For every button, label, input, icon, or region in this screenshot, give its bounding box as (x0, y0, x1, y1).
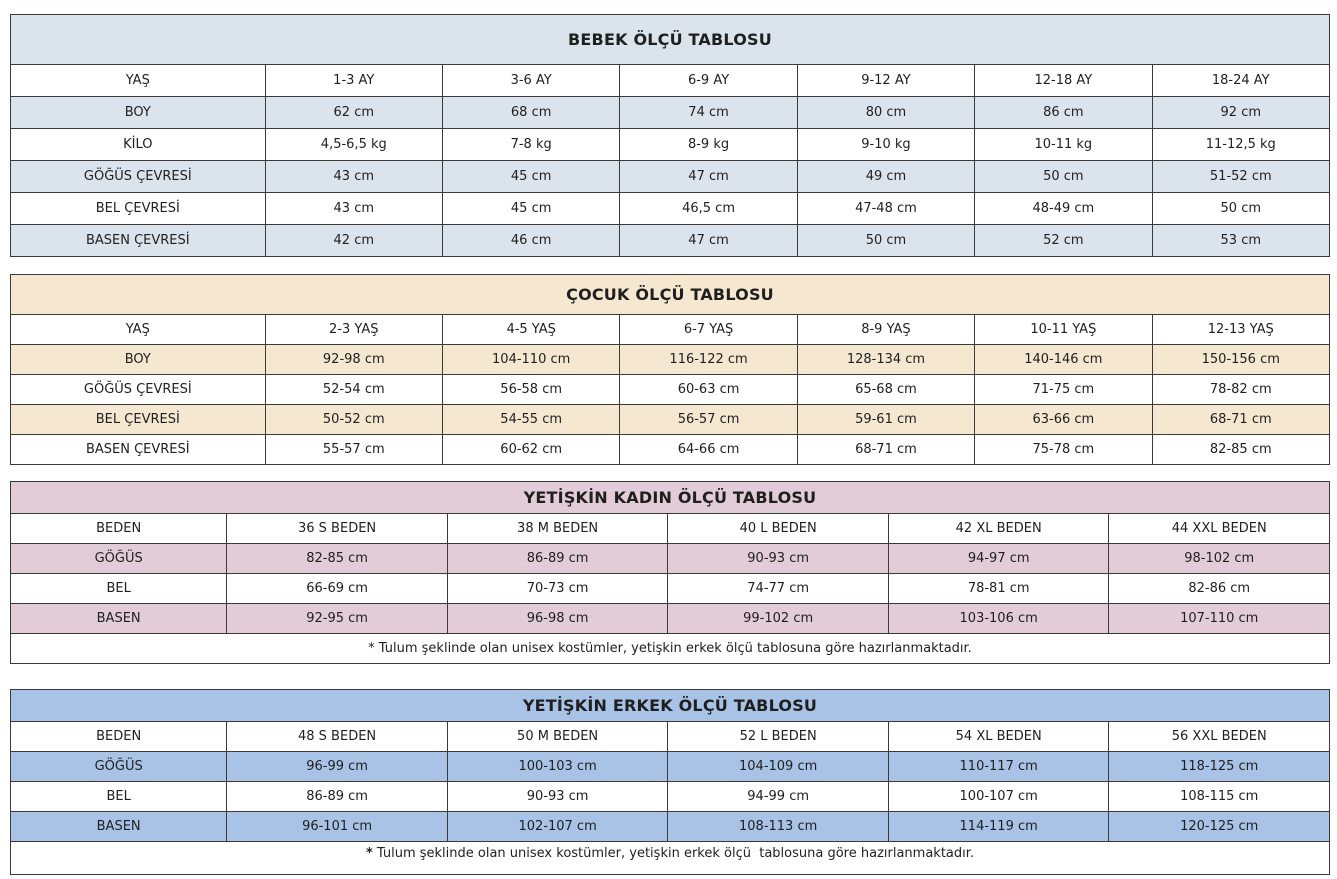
row-label-cell: BASEN (11, 604, 227, 634)
row-label-cell: BEDEN (11, 722, 227, 752)
row-label-cell: BOY (11, 97, 266, 129)
value-cell: 56-57 cm (620, 405, 797, 435)
column-header-row (11, 65, 1330, 97)
footnote-marker: * (365, 846, 373, 861)
value-cell: 7-8 kg (442, 129, 619, 161)
value-cell: 86-89 cm (447, 544, 668, 574)
value-cell: 90-93 cm (447, 782, 668, 812)
column-header-cell: 36 S BEDEN (227, 514, 448, 544)
column-header-cell: 4-5 YAŞ (442, 315, 619, 345)
value-cell: 75-78 cm (975, 435, 1152, 465)
value-cell: 92-98 cm (265, 345, 442, 375)
value-cell: 98-102 cm (1109, 544, 1330, 574)
value-cell: 43 cm (265, 193, 442, 225)
table-title: ÇOCUK ÖLÇÜ TABLOSU (11, 275, 1330, 315)
row-label-cell: BEL ÇEVRESİ (11, 193, 266, 225)
value-cell: 51-52 cm (1152, 161, 1329, 193)
value-cell: 71-75 cm (975, 375, 1152, 405)
value-cell: 80 cm (797, 97, 974, 129)
footnote-text: Tulum şeklinde olan unisex kostümler, yetişkin erkek ölçü tablosuna göre hazırlanmaktadır. (374, 641, 972, 656)
value-cell: 43 cm (265, 161, 442, 193)
column-header-cell: 18-24 AY (1152, 65, 1329, 97)
value-cell: 104-109 cm (668, 752, 889, 782)
yetiskin-kadin-olcu-tablosu (10, 481, 1330, 664)
table-row (11, 782, 1330, 812)
column-header-cell: 3-6 AY (442, 65, 619, 97)
table-title: YETİŞKİN KADIN ÖLÇÜ TABLOSU (11, 482, 1330, 514)
value-cell: 50 cm (975, 161, 1152, 193)
value-cell: 50 cm (1152, 193, 1329, 225)
row-label-cell: BASEN ÇEVRESİ (11, 435, 266, 465)
row-label-cell: BEL ÇEVRESİ (11, 405, 266, 435)
column-header-cell: 12-13 YAŞ (1152, 315, 1329, 345)
row-label-cell: BEL (11, 782, 227, 812)
column-header-row (11, 722, 1330, 752)
value-cell: 104-110 cm (442, 345, 619, 375)
value-cell: 11-12,5 kg (1152, 129, 1329, 161)
value-cell: 118-125 cm (1109, 752, 1330, 782)
value-cell: 74 cm (620, 97, 797, 129)
value-cell: 96-101 cm (227, 812, 448, 842)
value-cell: 90-93 cm (668, 544, 889, 574)
column-header-cell: 44 XXL BEDEN (1109, 514, 1330, 544)
value-cell: 4,5-6,5 kg (265, 129, 442, 161)
cocuk-olcu-tablosu (10, 274, 1330, 465)
value-cell: 53 cm (1152, 225, 1329, 257)
column-header-cell: 8-9 YAŞ (797, 315, 974, 345)
value-cell: 49 cm (797, 161, 974, 193)
value-cell: 47 cm (620, 161, 797, 193)
value-cell: 82-86 cm (1109, 574, 1330, 604)
table-row (11, 225, 1330, 257)
column-header-row (11, 315, 1330, 345)
value-cell: 108-115 cm (1109, 782, 1330, 812)
value-cell: 108-113 cm (668, 812, 889, 842)
row-label-cell: BOY (11, 345, 266, 375)
column-header-cell: 40 L BEDEN (668, 514, 889, 544)
value-cell: 114-119 cm (888, 812, 1109, 842)
value-cell: 96-98 cm (447, 604, 668, 634)
value-cell: 10-11 kg (975, 129, 1152, 161)
value-cell: 8-9 kg (620, 129, 797, 161)
row-label-cell: GÖĞÜS (11, 752, 227, 782)
table-row (11, 812, 1330, 842)
bebek-olcu-tablosu (10, 14, 1330, 257)
value-cell: 50-52 cm (265, 405, 442, 435)
value-cell: 150-156 cm (1152, 345, 1329, 375)
value-cell: 54-55 cm (442, 405, 619, 435)
value-cell: 68 cm (442, 97, 619, 129)
value-cell: 47 cm (620, 225, 797, 257)
column-header-cell: 42 XL BEDEN (888, 514, 1109, 544)
table-title: BEBEK ÖLÇÜ TABLOSU (11, 15, 1330, 65)
value-cell: 110-117 cm (888, 752, 1109, 782)
row-label-cell: BEDEN (11, 514, 227, 544)
row-label-cell: BASEN ÇEVRESİ (11, 225, 266, 257)
yetiskin-erkek-olcu-tablosu (10, 689, 1330, 875)
value-cell: 48-49 cm (975, 193, 1152, 225)
table-row (11, 435, 1330, 465)
table-row (11, 193, 1330, 225)
table-row (11, 405, 1330, 435)
value-cell: 86-89 cm (227, 782, 448, 812)
table-row (11, 544, 1330, 574)
value-cell: 46 cm (442, 225, 619, 257)
value-cell: 64-66 cm (620, 435, 797, 465)
table-row (11, 161, 1330, 193)
row-label-cell: YAŞ (11, 65, 266, 97)
value-cell: 82-85 cm (1152, 435, 1329, 465)
value-cell: 99-102 cm (668, 604, 889, 634)
row-label-cell: GÖĞÜS (11, 544, 227, 574)
row-label-cell: BASEN (11, 812, 227, 842)
column-header-cell: 50 M BEDEN (447, 722, 668, 752)
row-label-cell: KİLO (11, 129, 266, 161)
value-cell: 103-106 cm (888, 604, 1109, 634)
column-header-row (11, 514, 1330, 544)
footnote-text: Tulum şeklinde olan unisex kostümler, yetişkin erkek ölçü tablosuna göre hazırlanmaktadır. (372, 846, 975, 861)
value-cell: 70-73 cm (447, 574, 668, 604)
value-cell: 9-10 kg (797, 129, 974, 161)
column-header-cell: 6-9 AY (620, 65, 797, 97)
table-row (11, 375, 1330, 405)
row-label-cell: YAŞ (11, 315, 266, 345)
table-row (11, 129, 1330, 161)
footnote-row (11, 634, 1330, 664)
row-label-cell: GÖĞÜS ÇEVRESİ (11, 375, 266, 405)
value-cell: 86 cm (975, 97, 1152, 129)
value-cell: 52-54 cm (265, 375, 442, 405)
value-cell: 45 cm (442, 161, 619, 193)
value-cell: 56-58 cm (442, 375, 619, 405)
value-cell: 102-107 cm (447, 812, 668, 842)
table-title: YETİŞKİN ERKEK ÖLÇÜ TABLOSU (11, 690, 1330, 722)
value-cell: 46,5 cm (620, 193, 797, 225)
value-cell: 96-99 cm (227, 752, 448, 782)
value-cell: 65-68 cm (797, 375, 974, 405)
value-cell: 50 cm (797, 225, 974, 257)
table-row (11, 345, 1330, 375)
value-cell: 78-82 cm (1152, 375, 1329, 405)
value-cell: 59-61 cm (797, 405, 974, 435)
row-label-cell: BEL (11, 574, 227, 604)
column-header-cell: 2-3 YAŞ (265, 315, 442, 345)
value-cell: 42 cm (265, 225, 442, 257)
footnote-row (11, 842, 1330, 875)
value-cell: 63-66 cm (975, 405, 1152, 435)
row-label-cell: GÖĞÜS ÇEVRESİ (11, 161, 266, 193)
column-header-cell: 12-18 AY (975, 65, 1152, 97)
value-cell: 74-77 cm (668, 574, 889, 604)
column-header-cell: 56 XXL BEDEN (1109, 722, 1330, 752)
value-cell: 47-48 cm (797, 193, 974, 225)
column-header-cell: 54 XL BEDEN (888, 722, 1109, 752)
value-cell: 52 cm (975, 225, 1152, 257)
table-row (11, 752, 1330, 782)
table-row (11, 97, 1330, 129)
value-cell: 82-85 cm (227, 544, 448, 574)
value-cell: 100-103 cm (447, 752, 668, 782)
value-cell: 116-122 cm (620, 345, 797, 375)
value-cell: 60-63 cm (620, 375, 797, 405)
value-cell: 45 cm (442, 193, 619, 225)
column-header-cell: 6-7 YAŞ (620, 315, 797, 345)
value-cell: 78-81 cm (888, 574, 1109, 604)
value-cell: 107-110 cm (1109, 604, 1330, 634)
value-cell: 68-71 cm (797, 435, 974, 465)
column-header-cell: 52 L BEDEN (668, 722, 889, 752)
value-cell: 66-69 cm (227, 574, 448, 604)
value-cell: 60-62 cm (442, 435, 619, 465)
value-cell: 92-95 cm (227, 604, 448, 634)
column-header-cell: 1-3 AY (265, 65, 442, 97)
value-cell: 68-71 cm (1152, 405, 1329, 435)
value-cell: 120-125 cm (1109, 812, 1330, 842)
value-cell: 100-107 cm (888, 782, 1109, 812)
footnote-marker: * (368, 641, 375, 656)
column-header-cell: 38 M BEDEN (447, 514, 668, 544)
value-cell: 140-146 cm (975, 345, 1152, 375)
value-cell: 94-97 cm (888, 544, 1109, 574)
column-header-cell: 10-11 YAŞ (975, 315, 1152, 345)
column-header-cell: 9-12 AY (797, 65, 974, 97)
value-cell: 55-57 cm (265, 435, 442, 465)
column-header-cell: 48 S BEDEN (227, 722, 448, 752)
table-row (11, 574, 1330, 604)
value-cell: 94-99 cm (668, 782, 889, 812)
value-cell: 62 cm (265, 97, 442, 129)
value-cell: 92 cm (1152, 97, 1329, 129)
footnote-cell (11, 842, 1330, 875)
value-cell: 128-134 cm (797, 345, 974, 375)
footnote-cell (11, 634, 1330, 664)
table-row (11, 604, 1330, 634)
